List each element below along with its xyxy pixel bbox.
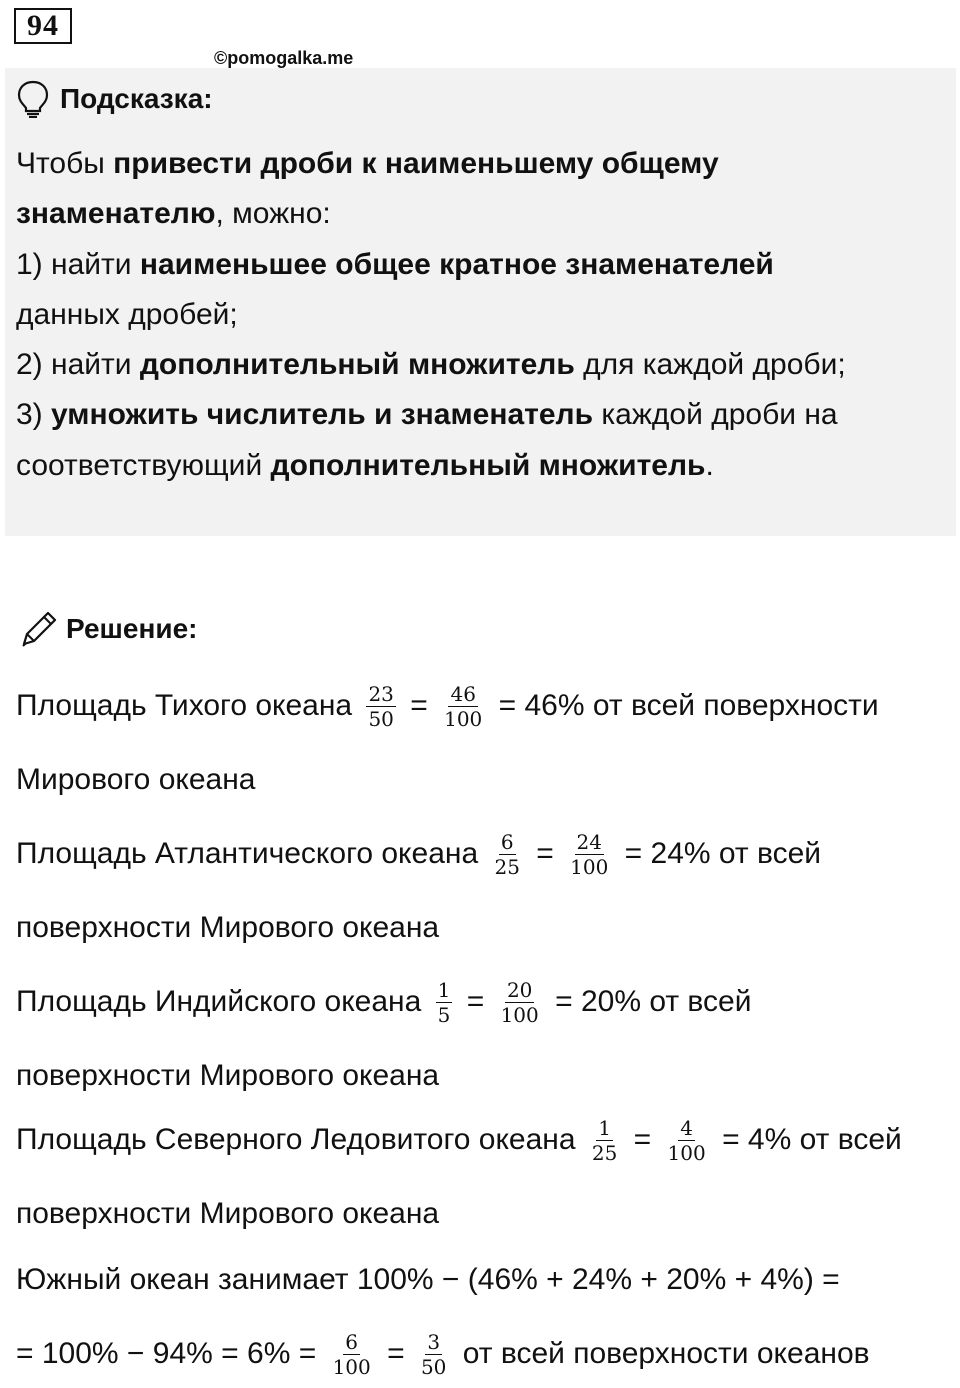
fraction-numerator: 6 [500, 829, 514, 854]
solution-text: от всей поверхности океанов [454, 1337, 870, 1370]
hint-line [16, 390, 936, 440]
hint-bold-text: привести дроби к наименьшему общему [113, 147, 719, 180]
solution-line [16, 1184, 439, 1244]
solution-text: = 100% − 94% = 6% = [16, 1337, 325, 1370]
hint-line [16, 139, 936, 189]
fraction [436, 978, 453, 1027]
watermark: ©pomogalka.me [214, 48, 354, 68]
fraction-denominator: 100 [667, 1140, 706, 1165]
solution-line [16, 972, 751, 1032]
fraction [499, 978, 541, 1027]
solution-text: = [401, 689, 437, 722]
hint-line [16, 240, 936, 290]
hint-heading [16, 80, 213, 118]
solution-line [16, 1046, 439, 1106]
hint-text-segment: 2) найти [16, 348, 140, 382]
hint-text-segment: каждой дроби на [593, 398, 838, 432]
solution-text: = 20% от всей [546, 985, 752, 1018]
fraction-denominator: 100 [500, 1002, 539, 1027]
fraction-denominator: 50 [420, 1354, 447, 1379]
hint-text-segment: данных дробей; [16, 297, 238, 331]
fraction-numerator: 23 [368, 681, 394, 706]
hint-text-segment: , можно: [215, 197, 331, 231]
hint-bold-text: наименьшее общее кратное знаменателей [139, 247, 774, 281]
hint-text-segment: 1) найти [16, 247, 140, 281]
hint-text-segment: Чтобы [16, 147, 114, 180]
solution-text: Площадь Индийского океана [16, 985, 430, 1018]
hint-line [16, 290, 936, 340]
lightbulb-icon [16, 80, 50, 118]
solution-text: Южный океан занимает 100% − (46% + 24% + 20% + 4%) = [16, 1263, 840, 1296]
solution-line [16, 750, 255, 810]
fraction-numerator: 46 [450, 681, 476, 706]
solution-text: = [625, 1123, 660, 1156]
solution-heading [18, 608, 197, 650]
solution-text: = [458, 985, 493, 1018]
solution-text: = 24% от всей [616, 837, 822, 870]
hint-bold-text: умножить числитель и знаменатель [51, 398, 594, 432]
hint-line [16, 189, 936, 239]
solution-text: поверхности Мирового океана [16, 911, 440, 944]
solution-text: = 46% от всей поверхности [490, 689, 879, 722]
fraction [590, 1116, 619, 1165]
fraction [568, 830, 610, 879]
solution-title: Решение: [66, 613, 198, 644]
fraction-denominator: 100 [332, 1354, 371, 1379]
hint-bold-text: дополнительный множитель [270, 448, 706, 482]
solution-text: = [527, 837, 563, 870]
hint-text-segment: . [705, 448, 714, 482]
fraction [492, 830, 521, 879]
fraction-denominator: 5 [437, 1002, 451, 1027]
solution-line [16, 1110, 902, 1170]
hint-text-segment: для каждой дроби; [574, 348, 846, 382]
fraction-denominator: 25 [591, 1140, 618, 1165]
hint-text-segment: 3) [16, 398, 52, 432]
pencil-icon [18, 608, 60, 650]
solution-text: = 4% от всей [713, 1123, 902, 1156]
fraction [419, 1330, 448, 1379]
hint-bold-text: дополнительный множитель [139, 348, 575, 382]
fraction [442, 682, 484, 731]
fraction-numerator: 3 [427, 1329, 441, 1354]
fraction-numerator: 1 [598, 1115, 611, 1140]
solution-line [16, 676, 879, 736]
solution-text: Площадь Атлантического океана [16, 837, 487, 870]
solution-text: Площадь Северного Ледовитого океана [16, 1123, 584, 1156]
hint-bold-text: знаменателю [16, 197, 216, 231]
fraction-denominator: 100 [570, 854, 609, 879]
fraction [366, 682, 395, 731]
fraction-denominator: 25 [494, 854, 520, 879]
problem-number: 94 [14, 8, 72, 44]
fraction-numerator: 1 [437, 977, 451, 1002]
hint-line [16, 340, 936, 390]
fraction-numerator: 6 [345, 1329, 359, 1354]
hint-line [16, 441, 936, 491]
solution-text: Площадь Тихого океана [16, 689, 361, 722]
fraction-numerator: 24 [576, 829, 602, 854]
fraction-numerator: 4 [680, 1115, 693, 1140]
hint-text-segment: соответствующий [16, 448, 271, 482]
solution-line [16, 1324, 870, 1384]
solution-text: поверхности Мирового океана [16, 1197, 440, 1230]
fraction-numerator: 20 [506, 977, 533, 1002]
fraction-denominator: 100 [444, 706, 483, 731]
solution-line [16, 1250, 840, 1310]
solution-line [16, 824, 821, 884]
fraction-denominator: 50 [368, 706, 394, 731]
solution-text: = [378, 1337, 413, 1370]
solution-text: поверхности Мирового океана [16, 1059, 440, 1092]
solution-text: Мирового океана [16, 763, 256, 796]
fraction [666, 1116, 708, 1165]
fraction [331, 1330, 373, 1379]
hint-text [16, 139, 936, 491]
hint-title: Подсказка: [60, 83, 213, 114]
solution-line [16, 898, 439, 958]
